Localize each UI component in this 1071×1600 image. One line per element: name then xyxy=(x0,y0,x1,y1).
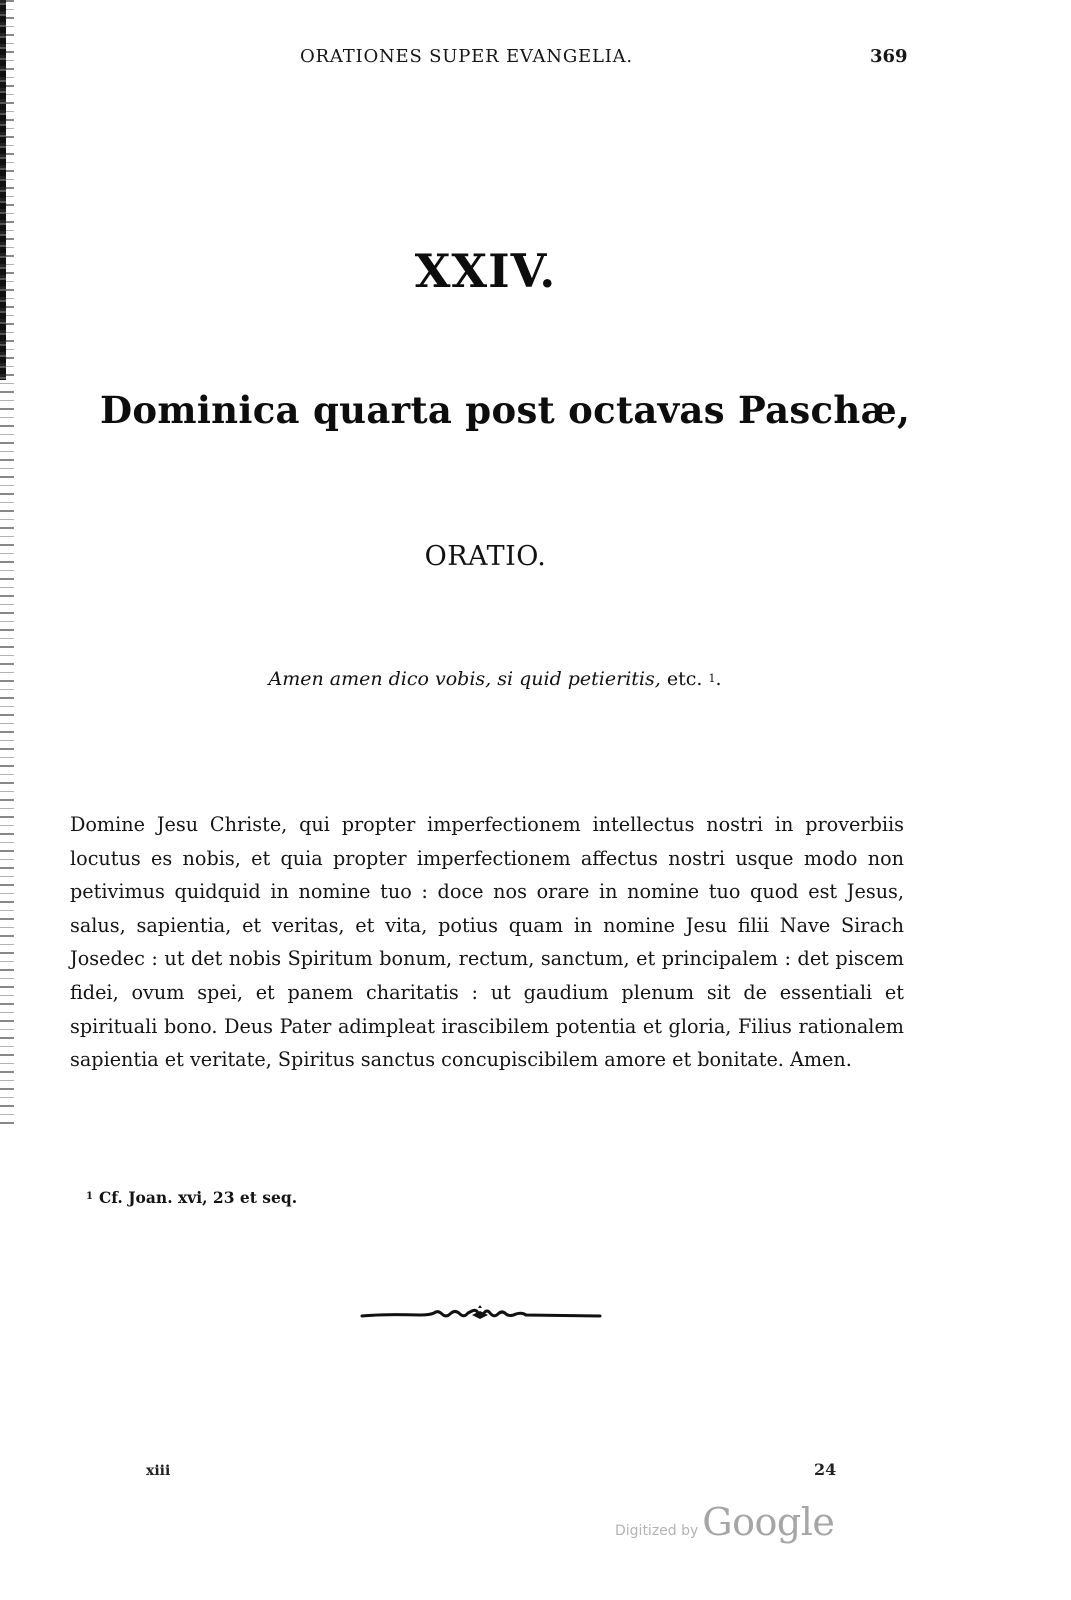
footnote-mark: 1 xyxy=(86,1191,93,1202)
incipit-line xyxy=(0,668,990,690)
page-number: 369 xyxy=(870,46,908,67)
incipit-italic-text: Amen amen dico vobis, si quid petieritis, xyxy=(268,668,661,690)
footnote-reference: 1 xyxy=(708,672,716,685)
book-spine-shadow xyxy=(0,0,6,380)
incipit-plain-text: etc. xyxy=(660,668,703,690)
signature-number: 24 xyxy=(814,1460,837,1479)
digitized-watermark xyxy=(615,1500,834,1546)
chapter-number: XXIV. xyxy=(414,244,557,298)
footnote-text: Cf. Joan. xvi, 23 et seq. xyxy=(98,1188,298,1207)
footnote xyxy=(86,1188,297,1207)
digitized-brand-logo: Google xyxy=(702,1500,835,1544)
signature-mark: xiii xyxy=(146,1463,171,1479)
running-title: ORATIONES SUPER EVANGELIA. xyxy=(300,46,633,67)
section-heading: ORATIO. xyxy=(424,541,547,572)
prayer-paragraph: Domine Jesu Christe, qui propter imperfectionem intellectus nostri in proverbiis locutus es nobis, et quia propter imperfectionem affectus nostri usque modo non petivimus quidquid in nomine tuo : doce nos orare in nomine tuo quod est Jesus, salus, sapientia, et veritas, et vita, potius quam in nomine Jesu filii Nave Sirach Josedec : ut det nobis Spiritum bonum, rectum, sanctum, et principalem : det piscem fidei, ovum spei, et panem charitatis : ut gaudium plenum sit de essentiali et spirituali bono. Deus Pater adimpleat irascibilem potentia et gloria, Filius rationalem sapientia et veritate, Spiritus sanctus concupiscibilem amore et bonitate. Amen. xyxy=(70,813,904,1072)
digitized-label: Digitized by xyxy=(615,1523,699,1539)
chapter-title: Dominica quarta post octavas Paschæ, xyxy=(100,388,911,432)
incipit-end: . xyxy=(715,668,722,690)
ornament-divider-icon xyxy=(360,1303,602,1327)
